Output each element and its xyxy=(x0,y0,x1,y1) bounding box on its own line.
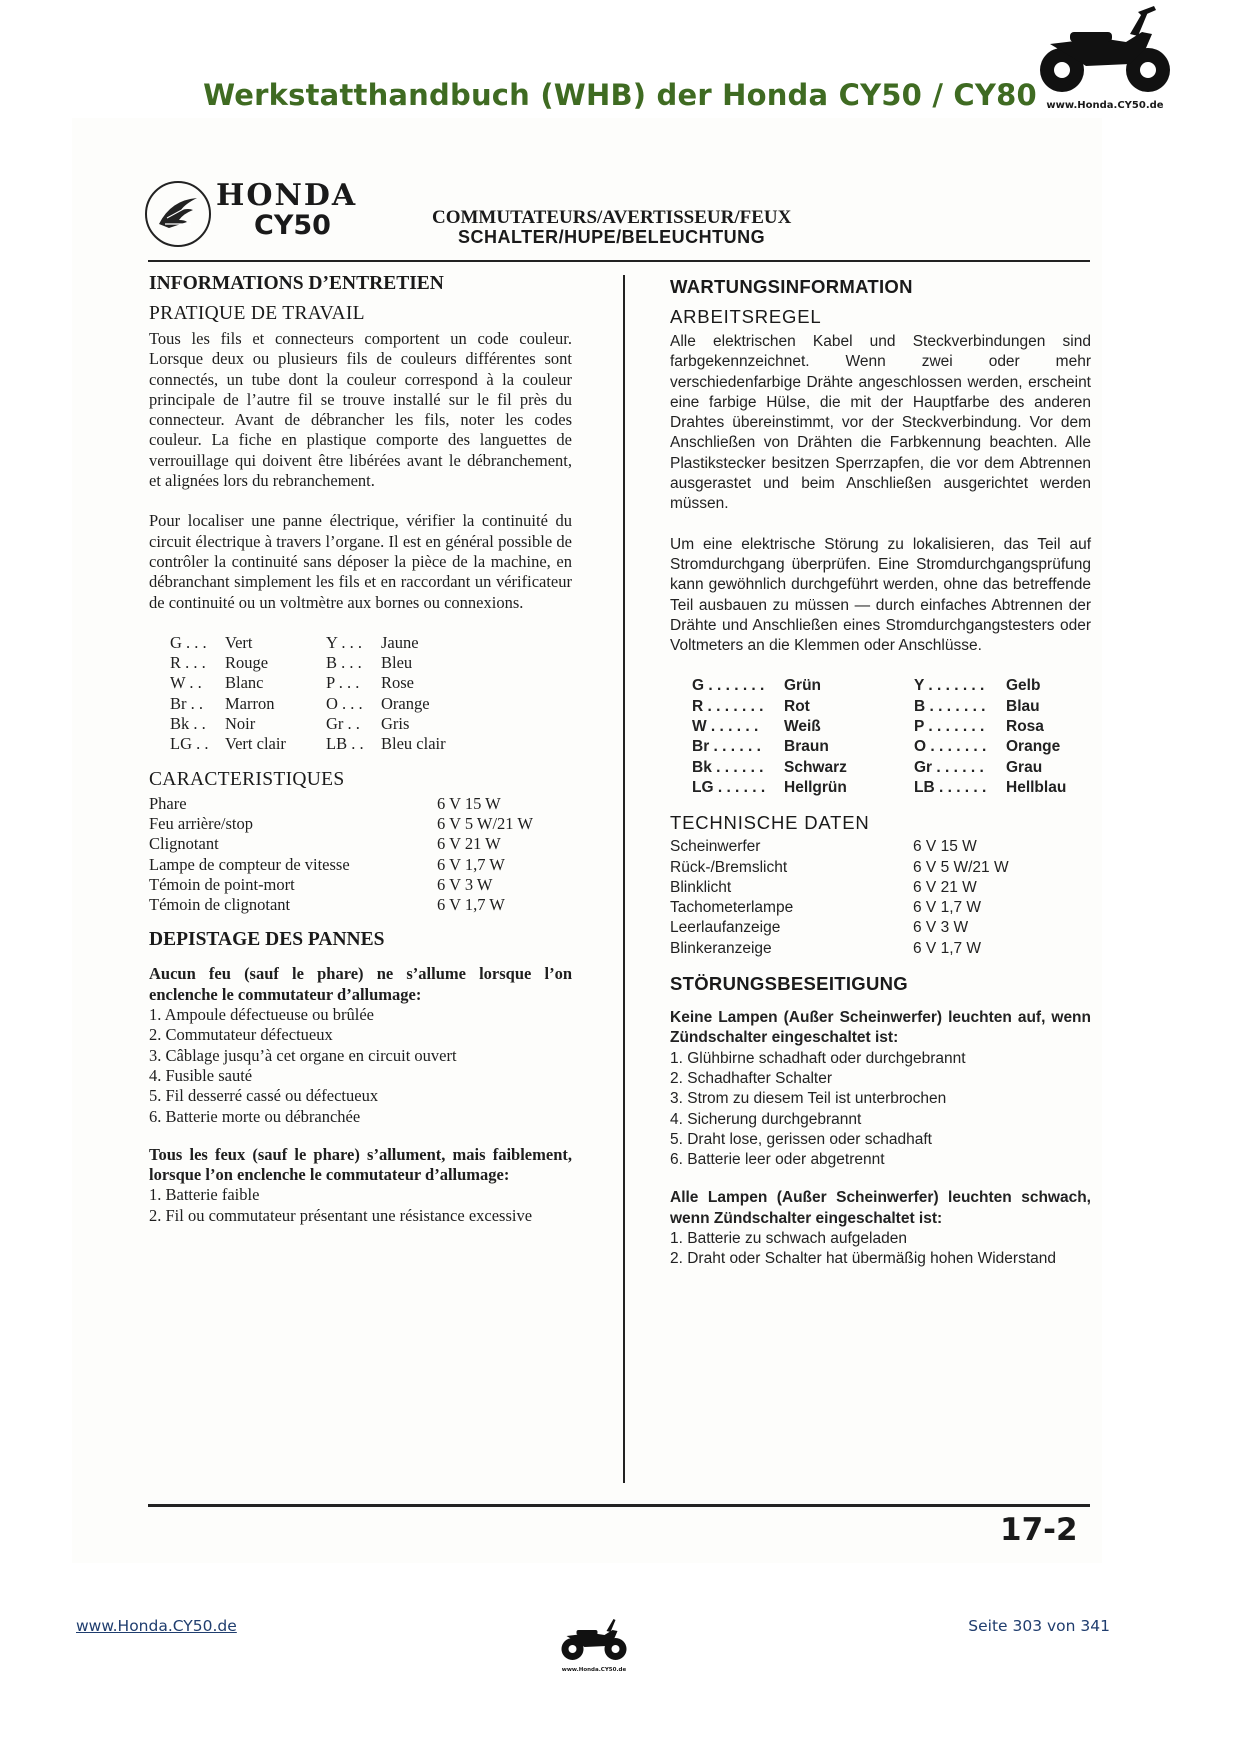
color-code-row: W . . . . . . Weiß xyxy=(692,718,821,736)
bottom-rule xyxy=(148,1504,1090,1507)
de-practice-paragraph-2: Um eine elektrische Störung zu lokalisieren, das Teil auf Stromdurchgang überprüfen. Eine Stromdurchgangsprüfung kann gewöhnlich durchgeführt werden, ohne das betreffende Teil ausbauen zu müssen — durch einfaches Abtrennen der Drähte und Anschließen eines Stromdurchgangstesters oder Voltmeters an die Klemmen oder Anschlüsse. xyxy=(670,535,1091,655)
list-item: 2. Fil ou commutateur présentant une résistance excessive xyxy=(149,1205,533,1225)
color-code-row: P . . . Rose xyxy=(326,673,414,693)
spec-row: Blinklicht 6 V 21 W xyxy=(670,878,977,896)
section-title-fr: COMMUTATEURS/AVERTISSEUR/FEUX xyxy=(432,207,792,228)
color-code-row: Br . . Marron xyxy=(170,693,275,713)
color-code-row: LG . . . . . . Hellgrün xyxy=(692,778,847,796)
fr-trouble-1-list xyxy=(149,1005,572,1127)
spec-row: Clignotant 6 V 21 W xyxy=(149,834,501,854)
de-trouble-2-list xyxy=(670,1229,1091,1270)
de-practice-heading: ARBEITSREGEL xyxy=(670,306,822,327)
color-code-row: B . . . Bleu xyxy=(326,653,413,673)
color-code-row: G . . . Vert xyxy=(170,632,253,652)
spec-row: Leerlaufanzeige 6 V 3 W xyxy=(670,919,969,937)
footer-website-link[interactable]: www.Honda.CY50.de xyxy=(76,1617,237,1635)
list-item: 5. Fil desserré cassé ou défectueux xyxy=(149,1086,379,1106)
color-code-row: O . . . Orange xyxy=(326,693,430,713)
color-code-row: W . . Blanc xyxy=(170,673,264,693)
manual-page-number: 17-2 xyxy=(1000,1512,1078,1548)
fr-specs-table xyxy=(149,794,572,916)
spec-row: Témoin de point-mort 6 V 3 W xyxy=(149,874,493,894)
color-code-row: B . . . . . . . Blau xyxy=(914,697,1040,715)
fr-trouble-2-list xyxy=(149,1185,572,1226)
column-divider xyxy=(623,275,625,1483)
color-code-row: O . . . . . . . Orange xyxy=(914,738,1061,756)
color-code-row: R . . . . . . . Rot xyxy=(692,697,810,715)
footer-motorcycle-logo xyxy=(556,1618,632,1673)
list-item: 3. Strom zu diesem Teil ist unterbrochen xyxy=(670,1090,947,1108)
model-name: CY50 xyxy=(254,210,331,241)
color-code-row: P . . . . . . . Rosa xyxy=(914,718,1044,736)
honda-wing-logo xyxy=(145,181,211,247)
spec-row: Feu arrière/stop 6 V 5 W/21 W xyxy=(149,813,533,833)
de-specs-table xyxy=(670,837,1091,959)
footer-page-info: Seite 303 von 341 xyxy=(968,1617,1110,1635)
list-item: 4. Sicherung durchgebrannt xyxy=(670,1110,862,1128)
brand-name: HONDA xyxy=(216,178,358,213)
fr-color-list-left xyxy=(170,633,326,755)
list-item: 1. Batterie faible xyxy=(149,1185,260,1205)
color-code-row: G . . . . . . . Grün xyxy=(692,677,822,695)
logo-caption: www.Honda.CY50.de xyxy=(561,1667,627,1673)
top-rule xyxy=(148,260,1090,262)
de-color-list-left xyxy=(692,676,914,798)
de-trouble-1-list xyxy=(670,1049,1091,1171)
de-color-codes xyxy=(692,676,1091,798)
color-code-row: LG . . Vert clair xyxy=(170,734,286,754)
fr-specs-heading: CARACTERISTIQUES xyxy=(149,768,345,790)
fr-trouble-1-title: Aucun feu (sauf le phare) ne s’allume lorsque l’on enclenche le commutateur d’allumage: xyxy=(149,964,572,1004)
fr-service-heading: INFORMATIONS D’ENTRETIEN xyxy=(149,273,444,294)
fr-color-list-right xyxy=(326,633,446,755)
spec-row: Scheinwerfer 6 V 15 W xyxy=(670,838,977,856)
de-practice-paragraph-1: Alle elektrischen Kabel und Steckverbindungen sind farbgekennzeichnet. Wenn zwei oder mehr verschiedenfarbige Drähte angeschlossen werden, erscheint eine farbige Hülse, die mit der Hauptfarbe des anderen Drahtes übereinstimmt, vor der Steckverbindung. Vor dem Anschließen von Drähten die Farbkennung beachten. Alle Plastikstecker besitzen Sperrzapfen, die vor dem Abtrennen ausgerastet und beim Anschließen ausgerichtet werden müssen. xyxy=(670,333,1091,513)
wing-icon xyxy=(155,194,201,234)
fr-practice-paragraph-1: Tous les fils et connecteurs comportent un code couleur. Lorsque deux ou plusieurs fils de couleurs différentes sont connectés, un tube dont la couleur correspond à la couleur principale de l’autre fil se trouve installé sur le fil près du connecteur. Avant de débrancher les fils, noter les codes couleur. La fiche en plastique comporte des languettes de verrouillage qui doivent être libérées avant le débranchement, et alignées lors du rebranchement. xyxy=(149,329,572,491)
color-code-row: Gr . . . . . . Grau xyxy=(914,758,1043,776)
list-item: 6. Batterie morte ou débranchée xyxy=(149,1106,361,1126)
de-color-list-right xyxy=(914,676,1066,798)
spec-row: Rück-/Bremslicht 6 V 5 W/21 W xyxy=(670,858,1009,876)
spec-row: Blinkeranzeige 6 V 1,7 W xyxy=(670,939,982,957)
color-code-row: Y . . . Jaune xyxy=(326,632,419,652)
french-column xyxy=(149,273,572,1226)
fr-color-codes xyxy=(170,633,572,755)
color-code-row: LB . . . . . . Hellblau xyxy=(914,778,1067,796)
color-code-row: LB . . Bleu clair xyxy=(326,734,446,754)
color-code-row: Bk . . Noir xyxy=(170,714,256,734)
color-code-row: Gr . . Gris xyxy=(326,714,410,734)
spec-row: Phare 6 V 15 W xyxy=(149,793,501,813)
color-code-row: Br . . . . . . Braun xyxy=(692,738,829,756)
list-item: 6. Batterie leer oder abgetrennt xyxy=(670,1151,885,1169)
de-specs-heading: TECHNISCHE DATEN xyxy=(670,812,870,834)
fr-practice-heading: PRATIQUE DE TRAVAIL xyxy=(149,303,365,324)
de-trouble-2-title: Alle Lampen (Außer Scheinwerfer) leuchten schwach, wenn Zündschalter eingeschaltet ist: xyxy=(670,1189,1091,1227)
motorcycle-logo xyxy=(1030,4,1180,111)
de-trouble-1-title: Keine Lampen (Außer Scheinwerfer) leuchten auf, wenn Zündschalter eingeschaltet ist: xyxy=(670,1009,1091,1047)
list-item: 2. Draht oder Schalter hat übermäßig hohen Widerstand xyxy=(670,1250,1056,1268)
logo-caption: www.Honda.CY50.de xyxy=(1046,100,1164,111)
list-item: 1. Glühbirne schadhaft oder durchgebrannt xyxy=(670,1049,966,1067)
list-item: 2. Commutateur défectueux xyxy=(149,1025,333,1045)
list-item: 1. Ampoule défectueuse ou brûlée xyxy=(149,1005,374,1025)
list-item: 5. Draht lose, gerissen oder schadhaft xyxy=(670,1130,932,1148)
color-code-row: R . . . Rouge xyxy=(170,653,269,673)
spec-row: Lampe de compteur de vitesse 6 V 1,7 W xyxy=(149,854,505,874)
german-column xyxy=(670,276,1091,1270)
list-item: 3. Câblage jusqu’à cet organe en circuit ouvert xyxy=(149,1045,457,1065)
color-code-row: Bk . . . . . . Schwarz xyxy=(692,758,847,776)
de-troubleshooting-heading: STÖRUNGSBESEITIGUNG xyxy=(670,973,908,995)
list-item: 4. Fusible sauté xyxy=(149,1065,253,1085)
spec-row: Témoin de clignotant 6 V 1,7 W xyxy=(149,895,505,915)
spec-row: Tachometerlampe 6 V 1,7 W xyxy=(670,899,982,917)
motorcycle-icon xyxy=(556,1618,632,1662)
fr-troubleshooting-heading: DEPISTAGE DES PANNES xyxy=(149,929,385,951)
list-item: 2. Schadhafter Schalter xyxy=(670,1069,832,1087)
fr-trouble-2-title: Tous les feux (sauf le phare) s’allument, mais faiblement, lorsque l’on enclenche le commutateur d’allumage: xyxy=(149,1144,572,1185)
document-title: Werkstatthandbuch (WHB) der Honda CY50 / CY80 xyxy=(203,78,1037,112)
color-code-row: Y . . . . . . . Gelb xyxy=(914,677,1041,695)
de-service-heading: WARTUNGSINFORMATION xyxy=(670,276,913,297)
fr-practice-paragraph-2: Pour localiser une panne électrique, vérifier la continuité du circuit électrique à travers l’organe. Il est en général possible de contrôler la continuité sans déposer la pièce de la machine, en débranchant simplement les fils et en raccordant un vérificateur de continuité ou un voltmètre aux bornes ou connexions. xyxy=(149,511,572,612)
list-item: 1. Batterie zu schwach aufgeladen xyxy=(670,1229,907,1247)
section-title-de: SCHALTER/HUPE/BELEUCHTUNG xyxy=(458,227,766,247)
motorcycle-icon xyxy=(1030,4,1180,100)
